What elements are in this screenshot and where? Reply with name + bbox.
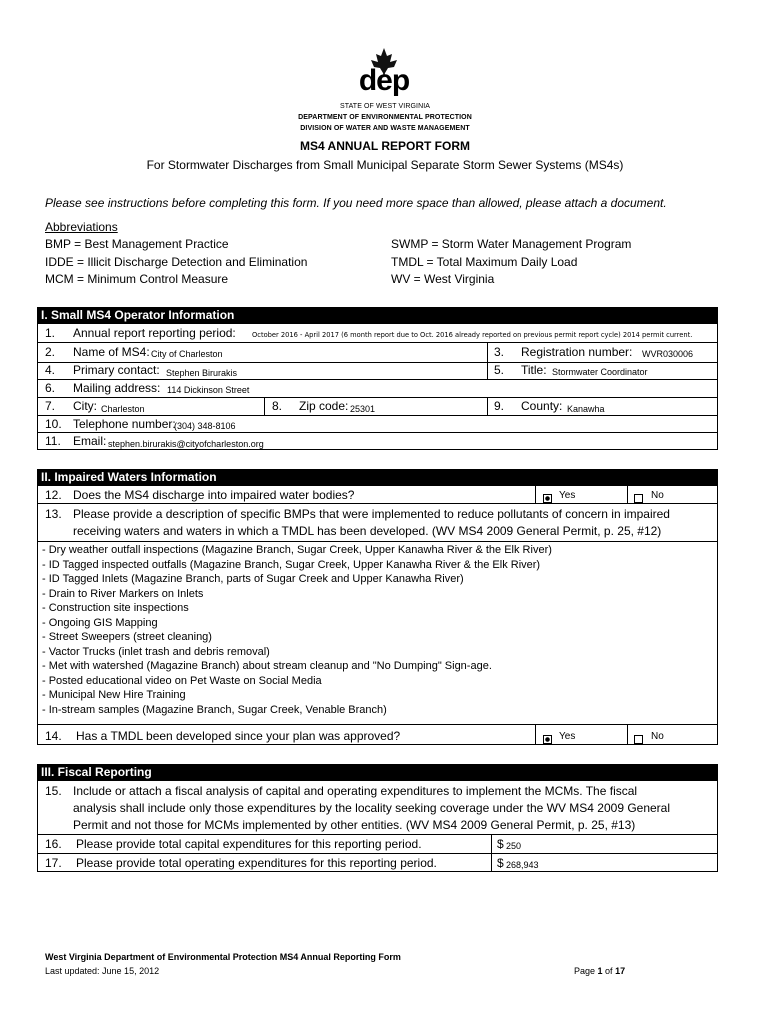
abbreviations-heading: Abbreviations: [45, 220, 118, 234]
form-title: MS4 ANNUAL REPORT FORM: [299, 139, 470, 153]
bmp-item: - Ongoing GIS Mapping: [42, 616, 158, 629]
q12-yes-checkbox[interactable]: [543, 490, 552, 508]
logo-text: dep: [358, 64, 410, 97]
q17-currency: $: [497, 856, 504, 870]
divider: [37, 853, 718, 854]
q4-label: Primary contact:: [73, 363, 160, 377]
q15-text-line-2: analysis shall include only those expenditures by the locality seeking coverage under the WV MS4 2009 General: [73, 801, 671, 815]
q14-label: Has a TMDL been developed since your plan was approved?: [76, 729, 401, 743]
divider: [37, 724, 718, 725]
checkbox-checked-icon: [543, 735, 552, 744]
operating-expenditures-field[interactable]: 268,943: [506, 860, 539, 870]
divider: [37, 342, 718, 343]
checkbox-empty-icon: [634, 494, 643, 503]
page-of: of: [602, 966, 616, 976]
bmp-item: - Dry weather outfall inspections (Magazine Branch, Sugar Creek, Upper Kanawha River & the Elk River): [42, 544, 552, 556]
q13-text-line-2: receiving waters and waters in which a TMDL has been developed. (WV MS4 2009 General Permit, p. 25, #12): [73, 524, 662, 538]
divider: [535, 724, 536, 744]
q14-yes-checkbox[interactable]: [543, 731, 552, 749]
divider: [37, 323, 718, 324]
q10-number: 10.: [45, 417, 62, 431]
bmp-item: - Met with watershed (Magazine Branch) about stream cleanup and "No Dumping" Sign-age.: [42, 660, 492, 672]
divider: [37, 397, 718, 398]
q13-text-line-1: Please provide a description of specific BMPs that were implemented to reduce pollutants of concern in impaired: [73, 507, 670, 521]
divider: [627, 485, 628, 503]
divider: [37, 432, 718, 433]
form-subtitle: For Stormwater Discharges from Small Municipal Separate Storm Sewer Systems (MS4s): [146, 158, 624, 172]
q15-number: 15.: [45, 784, 62, 798]
divider: [627, 724, 628, 744]
section-1-header: I. Small MS4 Operator Information: [37, 307, 718, 323]
checkbox-checked-icon: [543, 494, 552, 503]
q3-number: 3.: [494, 345, 505, 359]
divider: [37, 871, 718, 872]
bmp-item: - Vactor Trucks (inlet trash and debris removal): [42, 645, 270, 658]
divider: [487, 397, 488, 415]
title-field[interactable]: Stormwater Coordinator: [552, 367, 648, 377]
divider: [717, 323, 718, 450]
page-current: 1: [597, 966, 603, 976]
reporting-period-field[interactable]: October 2016 - April 2017 (6 month report due to Oct. 2016 already reported on previous permit report cycle) 2014 permit current.: [252, 331, 693, 339]
divider: [37, 834, 718, 835]
q11-number: 11.: [45, 434, 61, 448]
q4-number: 4.: [45, 363, 56, 377]
division-name: DIVISION OF WATER AND WASTE MANAGEMENT: [300, 125, 470, 132]
divider: [37, 485, 38, 745]
dep-logo: [348, 46, 420, 104]
q14-no-checkbox[interactable]: [634, 731, 643, 749]
primary-contact-field[interactable]: Stephen Birurakis: [166, 368, 238, 378]
county-field[interactable]: Kanawha: [567, 404, 605, 414]
q10-label: Telephone number:: [73, 417, 176, 431]
bmp-item: - Street Sweepers (street cleaning): [42, 631, 212, 643]
q14-number: 14.: [45, 729, 62, 743]
q12-yes-label: Yes: [559, 490, 576, 501]
q13-number: 13.: [45, 507, 62, 521]
q3-label: Registration number:: [521, 345, 633, 359]
bmp-item: - Construction site inspections: [42, 602, 189, 614]
q5-number: 5.: [494, 363, 505, 377]
abbr-mcm: MCM = Minimum Control Measure: [45, 272, 229, 286]
divider: [37, 485, 718, 486]
q16-currency: $: [497, 837, 504, 851]
page-prefix: Page: [574, 966, 598, 976]
q1-number: 1.: [45, 326, 56, 340]
q12-no-checkbox[interactable]: [634, 490, 643, 508]
last-updated: Last updated: June 15, 2012: [45, 966, 160, 976]
q12-number: 12.: [45, 488, 62, 502]
ms4-name-field[interactable]: City of Charleston: [151, 349, 223, 359]
q15-text-line-1: Include or attach a fiscal analysis of capital and operating expenditures to implement the MCMs. The fiscal: [73, 784, 638, 798]
department-name: DEPARTMENT OF ENVIRONMENTAL PROTECTION: [298, 114, 472, 121]
page-number: [574, 966, 625, 976]
q17-label: Please provide total operating expenditures for this reporting period.: [76, 856, 437, 870]
divider: [487, 342, 488, 380]
bmp-item: - Municipal New Hire Training: [42, 689, 186, 701]
bmp-item: - ID Tagged Inlets (Magazine Branch, parts of Sugar Creek and Upper Kanawha River): [42, 573, 464, 585]
section-3-header: III. Fiscal Reporting: [37, 764, 718, 780]
q12-label: Does the MS4 discharge into impaired water bodies?: [73, 488, 355, 502]
instructions: Please see instructions before completing this form. If you need more space than allowed, please attach a document.: [45, 196, 667, 210]
divider: [37, 780, 718, 781]
state-name: STATE OF WEST VIRGINIA: [339, 103, 431, 110]
q14-yes-label: Yes: [559, 731, 576, 742]
zip-code-field[interactable]: 25301: [350, 404, 376, 414]
q2-label: Name of MS4:: [73, 345, 150, 359]
q11-label: Email:: [73, 434, 107, 448]
footer-title: West Virginia Department of Environmental Protection MS4 Annual Reporting Form: [45, 952, 401, 962]
q6-label: Mailing address:: [73, 381, 161, 395]
divider: [717, 485, 718, 745]
checkbox-empty-icon: [634, 735, 643, 744]
divider: [491, 834, 492, 872]
q8-number: 8.: [272, 399, 283, 413]
q9-label: County:: [521, 399, 563, 413]
section-2-header: II. Impaired Waters Information: [37, 469, 718, 485]
q16-number: 16.: [45, 837, 62, 851]
q2-number: 2.: [45, 345, 56, 359]
divider: [37, 503, 718, 504]
bmp-item: - Drain to River Markers on Inlets: [42, 587, 204, 600]
bmp-item: - ID Tagged inspected outfalls (Magazine Branch, Sugar Creek, Upper Kanawha River & the Elk River): [42, 558, 541, 571]
abbr-bmp: BMP = Best Management Practice: [45, 237, 229, 251]
q1-label: Annual report reporting period:: [73, 326, 236, 340]
q12-no-label: No: [651, 490, 664, 501]
abbr-idde: IDDE = Illicit Discharge Detection and Elimination: [45, 255, 308, 269]
bmp-item: - In-stream samples (Magazine Branch, Sugar Creek, Venable Branch): [42, 703, 387, 716]
q9-number: 9.: [494, 399, 505, 413]
city-field[interactable]: Charleston: [101, 404, 145, 414]
q5-label: Title:: [521, 363, 547, 377]
divider: [37, 379, 718, 380]
q14-no-label: No: [651, 731, 664, 742]
divider: [37, 541, 718, 542]
q7-number: 7.: [45, 399, 56, 413]
divider: [37, 744, 718, 745]
divider: [37, 780, 38, 872]
abbr-tmdl: TMDL = Total Maximum Daily Load: [391, 255, 578, 269]
telephone-field[interactable]: (304) 348-8106: [174, 421, 236, 431]
mailing-address-field[interactable]: 114 Dickinson Street: [167, 385, 250, 395]
q15-text-line-3: Permit and not those for MCMs implemented by other entities. (WV MS4 2009 General Permit, p. 25, #13): [73, 818, 636, 832]
page-total: 17: [615, 966, 626, 976]
abbr-wv: WV = West Virginia: [391, 272, 495, 286]
bmp-description-field[interactable]: [42, 543, 552, 717]
divider: [37, 323, 38, 450]
divider: [535, 485, 536, 503]
q16-label: Please provide total capital expenditures for this reporting period.: [76, 837, 422, 851]
email-field[interactable]: stephen.birurakis@cityofcharleston.org: [108, 439, 264, 449]
q7-label: City:: [73, 399, 97, 413]
registration-number-field[interactable]: WVR030006: [642, 349, 694, 359]
bmp-item: - Posted educational video on Pet Waste on Social Media: [42, 674, 322, 687]
q8-label: Zip code:: [299, 399, 349, 413]
abbr-swmp: SWMP = Storm Water Management Program: [391, 237, 632, 251]
q17-number: 17.: [45, 856, 62, 870]
divider: [717, 780, 718, 872]
capital-expenditures-field[interactable]: 250: [506, 841, 522, 851]
q6-number: 6.: [45, 381, 56, 395]
divider: [264, 397, 265, 415]
